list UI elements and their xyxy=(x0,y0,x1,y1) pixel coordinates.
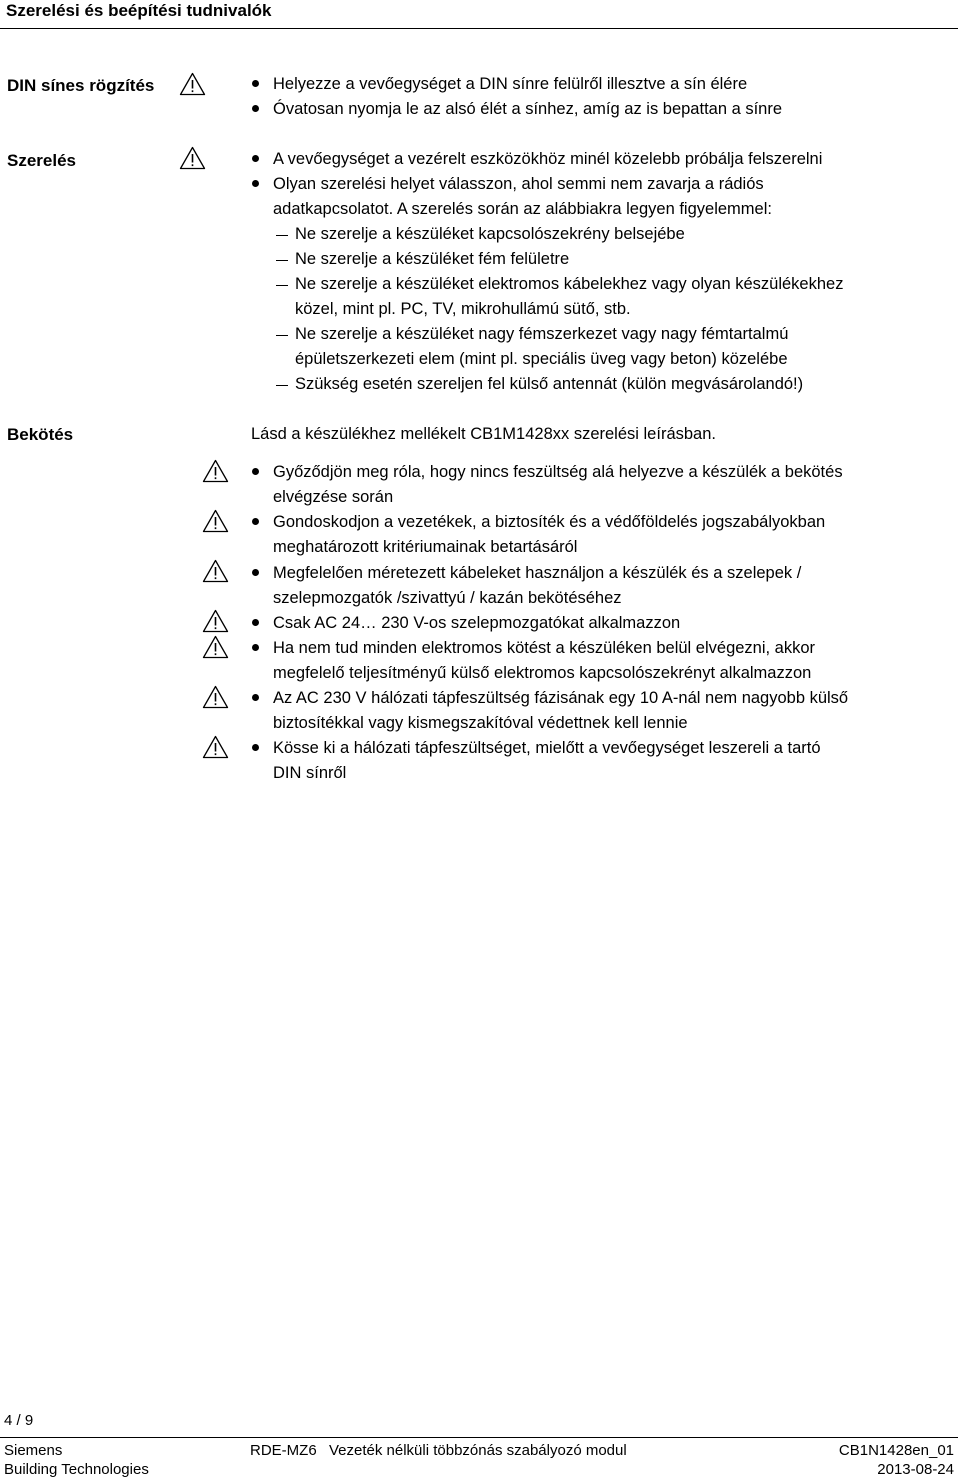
bullet-icon xyxy=(252,569,259,576)
list-item-continuation: megfelelő teljesítményű külső elektromos kapcsolószekrényt alkalmazzon xyxy=(273,664,812,682)
sub-list-item: Szükség esetén szereljen fel külső antennát (külön megvásárolandó!) xyxy=(295,375,804,393)
list-item-continuation: meghatározott kritériumainak betartásáról xyxy=(273,538,578,556)
footer-product-name: Vezeték nélküli többzónás szabályozó modul xyxy=(329,1442,627,1459)
intro-text: Lásd a készülékhez mellékelt CB1M1428xx szerelési leírásban. xyxy=(251,425,716,443)
list-item: Győződjön meg róla, hogy nincs feszültség alá helyezve a készülék a bekötés xyxy=(273,463,843,481)
list-item-continuation: elvégzése során xyxy=(273,488,394,506)
list-item: Helyezze a vevőegységet a DIN sínre felülről illesztve a sín élére xyxy=(273,75,748,93)
list-item: Csak AC 24… 230 V-os szelepmozgatókat alkalmazzon xyxy=(273,614,681,632)
footer-divider xyxy=(0,1437,958,1438)
footer-date: 2013-08-24 xyxy=(877,1461,954,1478)
warning-icon xyxy=(179,146,206,170)
dash-icon xyxy=(276,285,288,286)
dash-icon xyxy=(276,235,288,236)
bullet-icon xyxy=(252,644,259,651)
list-item: Ha nem tud minden elektromos kötést a készüléken belül elvégezni, akkor xyxy=(273,639,816,657)
dash-icon xyxy=(276,260,288,261)
header-divider xyxy=(0,28,958,29)
dash-icon xyxy=(276,335,288,336)
sub-list-item: Ne szerelje a készüléket fém felületre xyxy=(295,250,570,268)
page-number: 4 / 9 xyxy=(4,1412,34,1429)
list-item-continuation: szelepmozgatók /szivattyú / kazán bekötéséhez xyxy=(273,589,622,607)
list-item-continuation: biztosítékkal vagy kismegszakítóval védettnek kell lennie xyxy=(273,714,688,732)
sub-list-item: Ne szerelje a készüléket nagy fémszerkezet vagy nagy fémtartalmú xyxy=(295,325,789,343)
bullet-icon xyxy=(252,105,259,112)
dash-icon xyxy=(276,385,288,386)
warning-icon xyxy=(202,685,229,709)
sub-list-item: Ne szerelje a készüléket elektromos kábelekhez vagy olyan készülékekhez xyxy=(295,275,844,293)
list-item-continuation: adatkapcsolatot. A szerelés során az alábbiakra legyen figyelemmel: xyxy=(273,200,772,218)
list-item: Kösse ki a hálózati tápfeszültséget, mielőtt a vevőegységet leszereli a tartó xyxy=(273,739,821,757)
bullet-icon xyxy=(252,80,259,87)
section-title-szereles: Szerelés xyxy=(7,151,76,170)
list-item: Olyan szerelési helyet válasszon, ahol semmi nem zavarja a rádiós xyxy=(273,175,764,193)
footer-division: Building Technologies xyxy=(4,1461,149,1478)
bullet-icon xyxy=(252,619,259,626)
warning-icon xyxy=(202,509,229,533)
bullet-icon xyxy=(252,155,259,162)
section-title-din: DIN sínes rögzítés xyxy=(7,76,155,95)
sub-list-item-continuation: közel, mint pl. PC, TV, mikrohullámú sütő, stb. xyxy=(295,300,631,318)
footer-company: Siemens xyxy=(4,1442,63,1459)
footer-product-code: RDE-MZ6 xyxy=(250,1442,317,1459)
bullet-icon xyxy=(252,468,259,475)
bullet-icon xyxy=(252,180,259,187)
bullet-icon xyxy=(252,694,259,701)
list-item-continuation: DIN sínről xyxy=(273,764,347,782)
sub-list-item: Ne szerelje a készüléket kapcsolószekrény belsejébe xyxy=(295,225,685,243)
list-item: Az AC 230 V hálózati tápfeszültség fázisának egy 10 A-nál nem nagyobb külső xyxy=(273,689,849,707)
warning-icon xyxy=(179,72,206,96)
list-item: Óvatosan nyomja le az alsó élét a sínhez, amíg az is bepattan a sínre xyxy=(273,100,783,118)
sub-list-item-continuation: épületszerkezeti elem (mint pl. speciális üveg vagy beton) közelébe xyxy=(295,350,788,368)
list-item: Megfelelően méretezett kábeleket használjon a készülék és a szelepek / xyxy=(273,564,802,582)
warning-icon xyxy=(202,735,229,759)
list-item: Gondoskodjon a vezetékek, a biztosíték és a védőföldelés jogszabályokban xyxy=(273,513,826,531)
page-title: Szerelési és beépítési tudnivalók xyxy=(6,1,272,20)
bullet-icon xyxy=(252,744,259,751)
warning-icon xyxy=(202,635,229,659)
list-item: A vevőegységet a vezérelt eszközökhöz minél közelebb próbálja felszerelni xyxy=(273,150,823,168)
footer-doc-id: CB1N1428en_01 xyxy=(838,1442,954,1459)
warning-icon xyxy=(202,459,229,483)
warning-icon xyxy=(202,559,229,583)
bullet-icon xyxy=(252,518,259,525)
section-title-bekotes: Bekötés xyxy=(7,425,74,444)
warning-icon xyxy=(202,609,229,633)
